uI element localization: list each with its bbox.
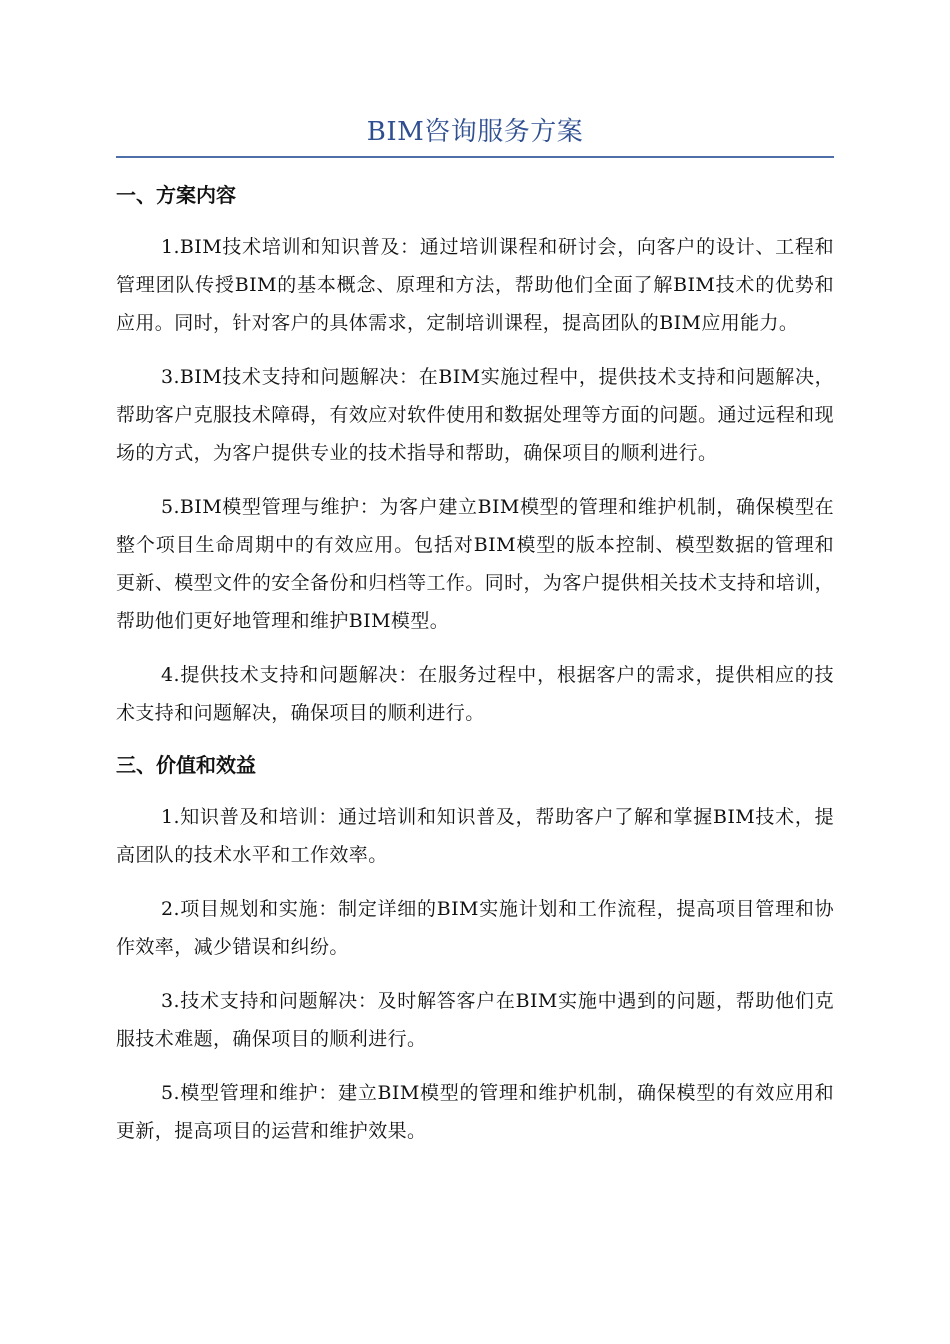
section-heading-value-benefits: 三、价值和效益 [116, 753, 256, 777]
document-title: BIM咨询服务方案 [366, 117, 584, 147]
title-block [116, 112, 834, 158]
paragraph: 1.BIM技术培训和知识普及：通过培训课程和研讨会，向客户的设计、工程和管理团队传授BIM的基本概念、原理和方法，帮助他们全面了解BIM技术的优势和应用。同时，针对客户的具体需求，定制培训课程，提高团队的BIM应用能力。 [116, 236, 834, 334]
paragraph: 2.项目规划和实施：制定详细的BIM实施计划和工作流程，提高项目管理和协作效率，减少错误和纠纷。 [116, 898, 834, 958]
document-body [116, 180, 834, 1150]
paragraph: 3.技术支持和问题解决：及时解答客户在BIM实施中遇到的问题，帮助他们克服技术难题，确保项目的顺利进行。 [116, 990, 834, 1050]
paragraph: 5.模型管理和维护：建立BIM模型的管理和维护机制，确保模型的有效应用和更新，提高项目的运营和维护效果。 [116, 1082, 834, 1142]
section-heading-plan-content: 一、方案内容 [116, 183, 236, 207]
paragraph: 5.BIM模型管理与维护：为客户建立BIM模型的管理和维护机制，确保模型在整个项目生命周期中的有效应用。包括对BIM模型的版本控制、模型数据的管理和更新、模型文件的安全备份和归档等工作。同时，为客户提供相关技术支持和培训，帮助他们更好地管理和维护BIM模型。 [116, 496, 834, 632]
paragraph: 3.BIM技术支持和问题解决：在BIM实施过程中，提供技术支持和问题解决，帮助客户克服技术障碍，有效应对软件使用和数据处理等方面的问题。通过远程和现场的方式，为客户提供专业的技术指导和帮助，确保项目的顺利进行。 [116, 366, 834, 464]
paragraph: 1.知识普及和培训：通过培训和知识普及，帮助客户了解和掌握BIM技术，提高团队的技术水平和工作效率。 [116, 806, 834, 866]
paragraph: 4.提供技术支持和问题解决：在服务过程中，根据客户的需求，提供相应的技术支持和问题解决，确保项目的顺利进行。 [116, 664, 834, 724]
